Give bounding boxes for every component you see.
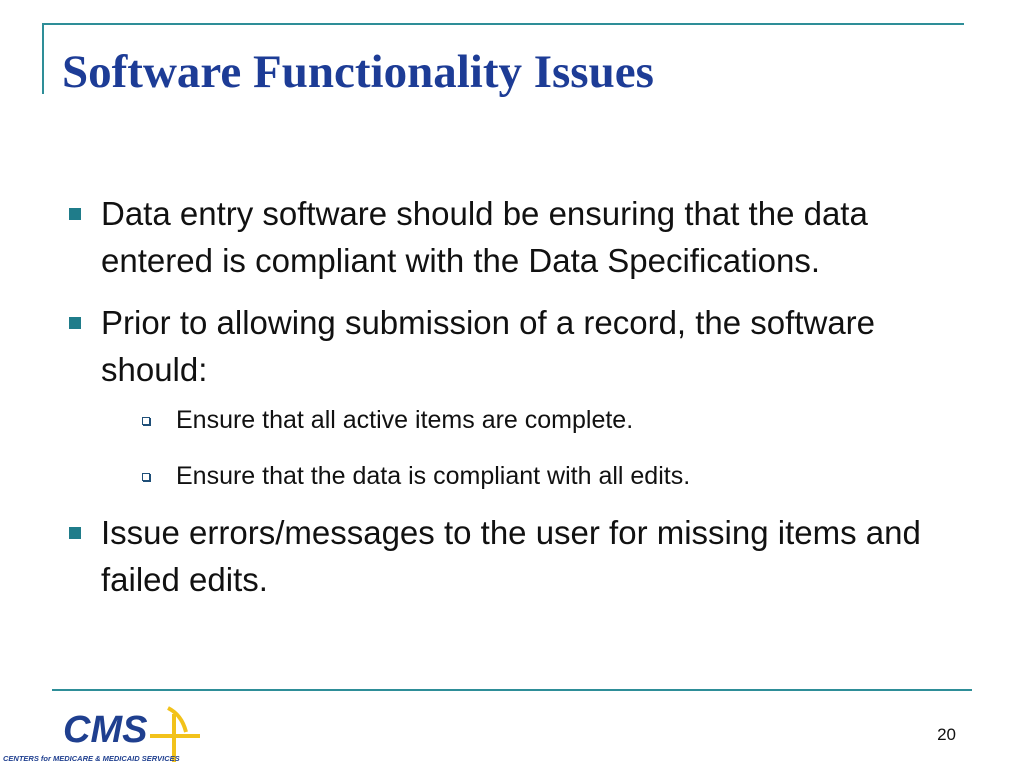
frame-bottom-line: [52, 689, 972, 691]
frame-left-line: [42, 23, 44, 94]
sub-bullet-text: Ensure that all active items are complete.: [176, 406, 634, 434]
svg-text:CENTERS for MEDICARE & MEDICAI: CENTERS for MEDICARE & MEDICAID SERVICES: [3, 754, 180, 763]
bullet-text: Issue errors/messages to the user for missing items and failed edits.: [101, 514, 921, 598]
square-bullet-icon: [69, 317, 81, 329]
square-bullet-icon: [69, 527, 81, 539]
hollow-square-bullet-icon: [142, 417, 150, 425]
square-bullet-icon: [69, 208, 81, 220]
slide-title: Software Functionality Issues: [62, 46, 654, 98]
hollow-square-bullet-icon: [142, 473, 150, 481]
sub-bullet-item: [137, 459, 962, 493]
bullet-text: Data entry software should be ensuring that the data entered is compliant with the Data Specifications.: [101, 195, 868, 279]
bullet-item: [62, 190, 962, 284]
page-number: 20: [937, 725, 956, 744]
frame-top-line: [42, 23, 964, 25]
sub-bullet-item: [137, 403, 962, 437]
cms-logo-icon: [0, 704, 200, 768]
bullet-text: Prior to allowing submission of a record, the software should:: [101, 304, 876, 388]
bullet-item: [62, 299, 962, 393]
svg-text:CMS: CMS: [63, 709, 148, 751]
bullet-list: [62, 190, 962, 618]
sub-bullet-text: Ensure that the data is compliant with all edits.: [176, 462, 691, 490]
bullet-item: [62, 509, 962, 603]
